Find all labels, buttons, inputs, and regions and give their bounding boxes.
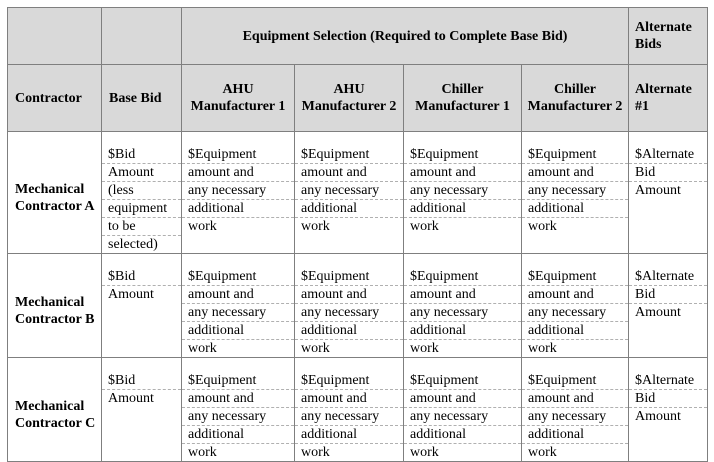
cell-line: amount and: [404, 286, 521, 304]
cell-line: additional: [522, 200, 628, 218]
header-row-2: [8, 65, 708, 132]
cell-line: additional: [404, 200, 521, 218]
cell-line: amount and: [522, 164, 628, 182]
cell-line: equipment: [102, 200, 181, 218]
cell-line: Amount: [108, 287, 154, 302]
alternate-1-cell: [629, 254, 708, 358]
cell-line: work: [301, 219, 330, 234]
equipment-selection-header: Equipment Selection (Required to Complete Base Bid): [182, 8, 629, 65]
cell-line: work: [528, 341, 557, 356]
chiller-manufacturer-1-header: Chiller Manufacturer 1: [404, 65, 522, 132]
cell-lines: [522, 372, 628, 461]
cell-line: work: [188, 219, 217, 234]
cell-line: any necessary: [522, 304, 628, 322]
cell-line: amount and: [295, 164, 403, 182]
cell-line: amount and: [404, 164, 521, 182]
ahu-manufacturer-2-header: AHU Manufacturer 2: [295, 65, 404, 132]
cell-line: additional: [182, 200, 294, 218]
base-bid-header: Base Bid: [102, 65, 182, 132]
alternate-1-cell: [629, 132, 708, 254]
cell-line: Amount: [635, 305, 681, 320]
cell-line: work: [528, 219, 557, 234]
chiller-2-equipment-cell: [522, 254, 629, 358]
cell-lines: [182, 268, 294, 357]
table-row: [8, 358, 708, 462]
header-blank-contractor: [8, 8, 102, 65]
cell-line: $Alternate: [629, 146, 707, 164]
cell-line: Bid: [629, 286, 707, 304]
cell-line: work: [410, 219, 439, 234]
cell-line: amount and: [295, 390, 403, 408]
contractor-name: Mechanical Contractor C: [8, 358, 102, 462]
cell-lines: [522, 146, 628, 235]
cell-line: work: [301, 341, 330, 356]
cell-line: amount and: [182, 286, 294, 304]
cell-line: $Equipment: [295, 268, 403, 286]
cell-line: $Alternate: [629, 372, 707, 390]
ahu-1-equipment-cell: [182, 254, 295, 358]
header-blank-base-bid: [102, 8, 182, 65]
cell-line: work: [410, 445, 439, 460]
cell-line: any necessary: [295, 408, 403, 426]
cell-line: additional: [182, 426, 294, 444]
cell-line: additional: [182, 322, 294, 340]
cell-line: $Equipment: [522, 146, 628, 164]
alternate-1-cell: [629, 358, 708, 462]
chiller-1-equipment-cell: [404, 132, 522, 254]
cell-lines: [629, 146, 707, 199]
cell-line: any necessary: [522, 408, 628, 426]
cell-line: $Equipment: [404, 146, 521, 164]
cell-line: $Bid: [102, 372, 181, 390]
cell-line: additional: [295, 200, 403, 218]
cell-line: any necessary: [182, 182, 294, 200]
cell-line: any necessary: [404, 408, 521, 426]
table-row: [8, 254, 708, 358]
chiller-1-equipment-cell: [404, 358, 522, 462]
ahu-manufacturer-1-header: AHU Manufacturer 1: [182, 65, 295, 132]
cell-line: any necessary: [295, 304, 403, 322]
cell-line: $Bid: [102, 268, 181, 286]
cell-lines: [182, 372, 294, 461]
cell-line: Amount: [635, 409, 681, 424]
cell-line: $Equipment: [522, 372, 628, 390]
cell-line: additional: [522, 426, 628, 444]
contractor-header: Contractor: [8, 65, 102, 132]
ahu-1-equipment-cell: [182, 358, 295, 462]
cell-line: amount and: [182, 164, 294, 182]
cell-line: additional: [522, 322, 628, 340]
header-row-1: [8, 8, 708, 65]
chiller-1-equipment-cell: [404, 254, 522, 358]
cell-lines: [404, 146, 521, 235]
cell-line: any necessary: [182, 408, 294, 426]
cell-line: Amount: [102, 164, 181, 182]
cell-line: amount and: [295, 286, 403, 304]
cell-line: additional: [404, 426, 521, 444]
cell-lines: [404, 268, 521, 357]
cell-line: $Bid: [102, 146, 181, 164]
cell-line: any necessary: [404, 182, 521, 200]
cell-line: additional: [404, 322, 521, 340]
alternate-bids-header: Alternate Bids: [629, 8, 708, 65]
contractor-name: Mechanical Contractor A: [8, 132, 102, 254]
cell-line: additional: [295, 322, 403, 340]
chiller-2-equipment-cell: [522, 132, 629, 254]
cell-lines: [102, 372, 181, 407]
cell-lines: [102, 146, 181, 253]
ahu-2-equipment-cell: [295, 254, 404, 358]
base-bid-cell: [102, 358, 182, 462]
bid-table-container: [7, 7, 707, 460]
cell-line: $Alternate: [629, 268, 707, 286]
cell-line: Amount: [108, 391, 154, 406]
contractor-name: Mechanical Contractor B: [8, 254, 102, 358]
cell-line: any necessary: [182, 304, 294, 322]
cell-line: any necessary: [295, 182, 403, 200]
cell-line: $Equipment: [404, 268, 521, 286]
cell-line: selected): [108, 237, 158, 252]
cell-lines: [102, 268, 181, 303]
ahu-1-equipment-cell: [182, 132, 295, 254]
ahu-2-equipment-cell: [295, 358, 404, 462]
cell-lines: [182, 146, 294, 235]
cell-line: $Equipment: [182, 372, 294, 390]
cell-line: work: [410, 341, 439, 356]
alternate-1-header: Alternate #1: [629, 65, 708, 132]
cell-line: $Equipment: [182, 146, 294, 164]
cell-line: Bid: [629, 390, 707, 408]
chiller-manufacturer-2-header: Chiller Manufacturer 2: [522, 65, 629, 132]
cell-line: amount and: [522, 390, 628, 408]
cell-line: Amount: [635, 183, 681, 198]
cell-lines: [295, 146, 403, 235]
cell-line: $Equipment: [182, 268, 294, 286]
cell-lines: [295, 372, 403, 461]
cell-line: $Equipment: [295, 372, 403, 390]
cell-lines: [522, 268, 628, 357]
table-row: [8, 132, 708, 254]
cell-line: to be: [102, 218, 181, 236]
cell-line: work: [301, 445, 330, 460]
cell-line: (less: [102, 182, 181, 200]
cell-lines: [404, 372, 521, 461]
cell-line: work: [528, 445, 557, 460]
cell-line: additional: [295, 426, 403, 444]
base-bid-cell: [102, 254, 182, 358]
chiller-2-equipment-cell: [522, 358, 629, 462]
cell-line: $Equipment: [404, 372, 521, 390]
cell-line: work: [188, 341, 217, 356]
cell-line: amount and: [182, 390, 294, 408]
cell-lines: [629, 268, 707, 321]
base-bid-cell: [102, 132, 182, 254]
cell-line: any necessary: [404, 304, 521, 322]
cell-line: work: [188, 445, 217, 460]
bid-table: [7, 7, 708, 462]
cell-line: any necessary: [522, 182, 628, 200]
cell-line: $Equipment: [295, 146, 403, 164]
cell-line: amount and: [404, 390, 521, 408]
cell-line: $Equipment: [522, 268, 628, 286]
cell-line: Bid: [629, 164, 707, 182]
ahu-2-equipment-cell: [295, 132, 404, 254]
cell-line: amount and: [522, 286, 628, 304]
cell-lines: [629, 372, 707, 425]
cell-lines: [295, 268, 403, 357]
